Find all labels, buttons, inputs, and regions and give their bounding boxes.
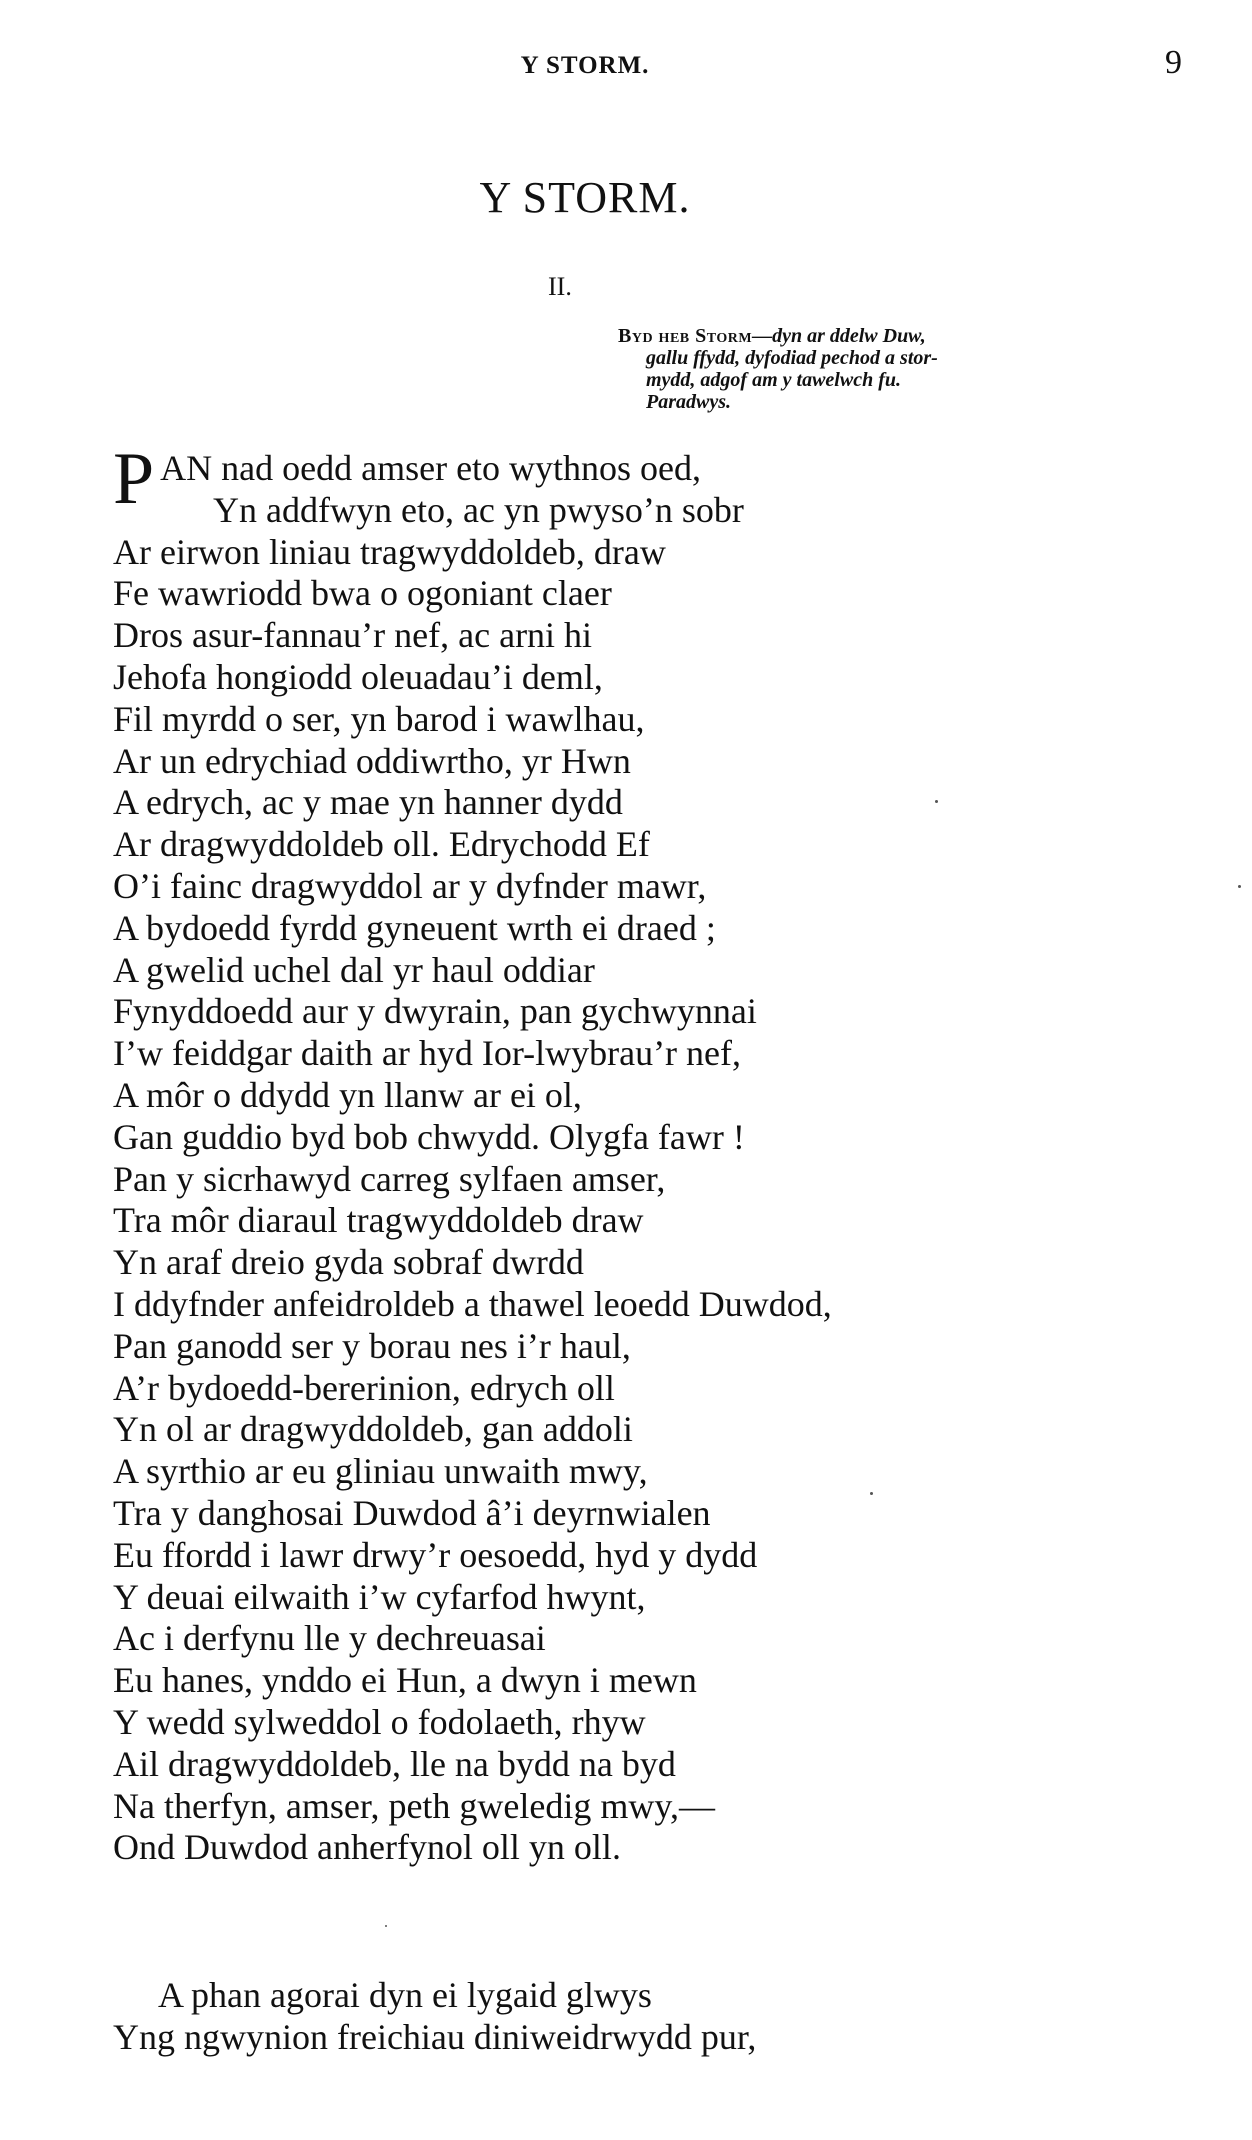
argument-line-1: —dyn ar ddelw Duw, — [752, 325, 926, 347]
running-head: Y STORM. — [520, 52, 650, 79]
print-speck — [935, 800, 938, 803]
poem-line: Y deuai eilwaith i’w cyfarfod hwynt, — [113, 1576, 646, 1617]
poem-line: Dros asur-fannau’r nef, ac arni hi — [113, 615, 593, 656]
print-speck — [1238, 885, 1241, 888]
poem-line: I ddyfnder anfeidroldeb a thawel leoedd Duwdod, — [113, 1283, 832, 1324]
print-speck — [385, 1925, 387, 1927]
argument-lead: Byd heb Storm — [618, 325, 753, 347]
poem-line: Fynyddoedd aur y dwyrain, pan gychwynnai — [113, 991, 757, 1032]
poem-line: A phan agorai dyn ei lygaid glwys — [158, 1975, 652, 2015]
poem-line: Jehofa hongiodd oleuadau’i deml, — [113, 656, 603, 697]
poem-line: Pan y sicrhawyd carreg sylfaen amser, — [113, 1158, 666, 1199]
poem-line: Y wedd sylweddol o fodolaeth, rhyw — [113, 1701, 646, 1742]
poem-line: Ac i derfynu lle y dechreuasai — [113, 1618, 546, 1659]
page-number: 9 — [1165, 44, 1182, 81]
poem-line: Yn araf dreio gyda sobraf dwrdd — [113, 1242, 584, 1283]
poem-line: A syrthio ar eu gliniau unwaith mwy, — [113, 1451, 648, 1492]
poem-line: Pan ganodd ser y borau nes i’r haul, — [113, 1325, 631, 1366]
poem-stanza-1 — [113, 438, 832, 1869]
poem-line: Ail dragwyddoldeb, lle na bydd na byd — [113, 1743, 676, 1784]
argument-line-2: gallu ffydd, dyfodiad pechod a stor- — [646, 347, 938, 369]
poem-line: A bydoedd fyrdd gyneuent wrth ei draed ; — [113, 907, 716, 948]
poem-stanza-2 — [113, 1975, 756, 2059]
section-number: II. — [548, 272, 572, 301]
poem-line: Yng ngwynion freichiau diniweidrwydd pur, — [113, 2016, 757, 2057]
poem-line: Ar eirwon liniau tragwyddoldeb, draw — [113, 531, 666, 572]
print-speck — [870, 1492, 873, 1495]
poem-line: Ond Duwdod anherfynol oll yn oll. — [113, 1827, 621, 1868]
poem-title: Y STORM. — [479, 173, 691, 222]
poem-line: Tra môr diaraul tragwyddoldeb draw — [113, 1200, 644, 1241]
poem-line: Ar dragwyddoldeb oll. Edrychodd Ef — [113, 824, 650, 865]
section-argument — [618, 325, 1128, 413]
poem-line: I’w feiddgar daith ar hyd Ior-lwybrau’r nef, — [113, 1033, 742, 1074]
poem-line: Yn addfwyn eto, ac yn pwyso’n sobr — [213, 489, 744, 530]
drop-cap: P — [113, 438, 155, 520]
poem-line: A môr o ddydd yn llanw ar ei ol, — [113, 1074, 582, 1115]
poem-line: Tra y danghosai Duwdod â’i deyrnwialen — [113, 1492, 711, 1533]
poem-line: A gwelid uchel dal yr haul oddiar — [113, 949, 595, 990]
poem-line: Eu hanes, ynddo ei Hun, a dwyn i mewn — [113, 1660, 697, 1701]
poem-line: A edrych, ac y mae yn hanner dydd — [113, 782, 623, 823]
poem-line: Fil myrdd o ser, yn barod i wawlhau, — [113, 698, 645, 739]
poem-line: Ar un edrychiad oddiwrtho, yr Hwn — [113, 740, 631, 781]
poem-line: O’i fainc dragwyddol ar y dyfnder mawr, — [113, 865, 707, 906]
poem-line: Na therfyn, amser, peth gweledig mwy,— — [113, 1785, 716, 1826]
poem-line: Fe wawriodd bwa o ogoniant claer — [113, 573, 612, 614]
poem-line: Eu ffordd i lawr drwy’r oesoedd, hyd y dydd — [113, 1534, 758, 1575]
poem-line: Yn ol ar dragwyddoldeb, gan addoli — [113, 1409, 633, 1450]
poem-line: A’r bydoedd-bererinion, edrych oll — [113, 1367, 615, 1408]
argument-line-4: Paradwys. — [646, 391, 731, 413]
argument-line-3: mydd, adgof am y tawelwch fu. — [646, 369, 901, 391]
poem-line: Gan guddio byd bob chwydd. Olygfa fawr ! — [113, 1116, 745, 1157]
poem-first-line-text: AN nad oedd amser eto wythnos oed, — [160, 448, 702, 488]
